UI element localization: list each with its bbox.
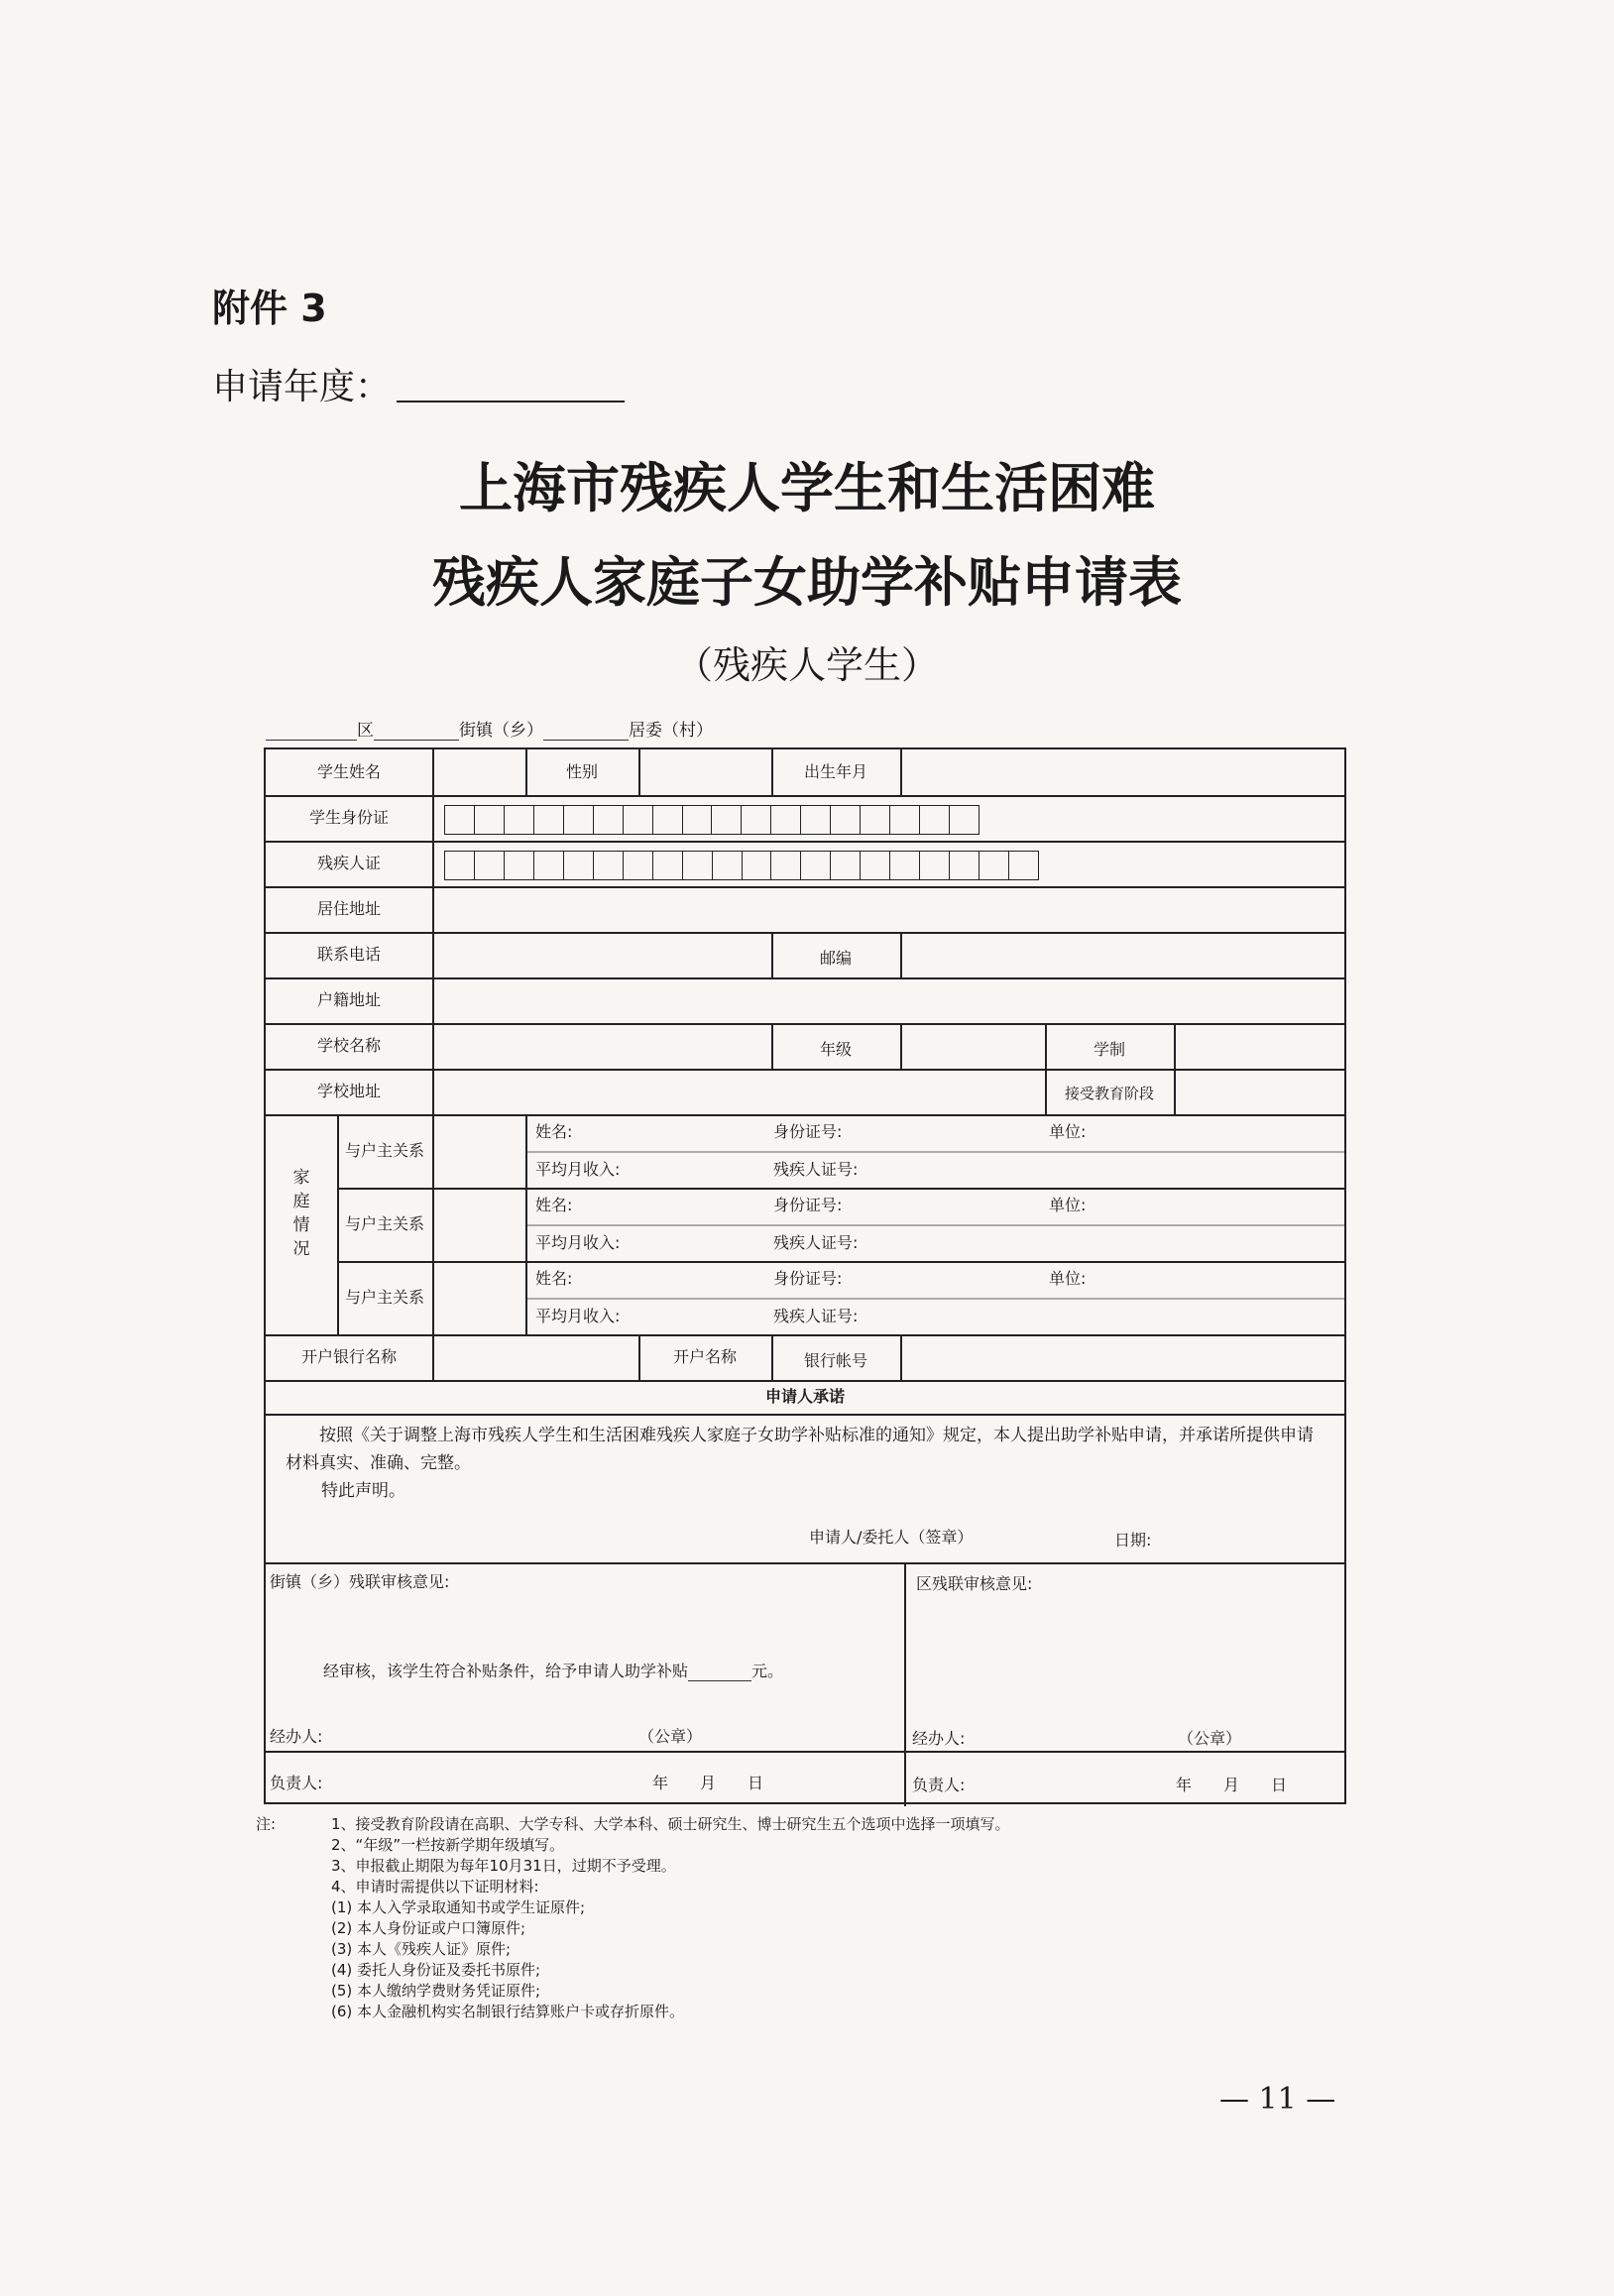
gender-label: 性别 — [565, 762, 598, 781]
student-id-boxes[interactable] — [444, 805, 980, 835]
family-3-income-label: 平均月收入: — [535, 1307, 621, 1325]
subsidy-amount-blank[interactable] — [688, 1663, 751, 1681]
grade-label: 年级 — [819, 1040, 852, 1059]
district-leader-label: 负责人: — [912, 1776, 966, 1794]
gender-field[interactable] — [650, 762, 759, 782]
district-date-label: 年 月 日 — [1176, 1776, 1288, 1794]
apply-year-blank[interactable] — [397, 401, 625, 402]
birth-label: 出生年月 — [803, 762, 867, 781]
family-3-id-label: 身份证号: — [773, 1269, 843, 1288]
family-2-unit-label: 单位: — [1049, 1196, 1087, 1214]
family-1-name-label: 姓名: — [535, 1122, 573, 1141]
review-sentence — [323, 1662, 783, 1681]
district-review-label: 区残联审核意见: — [916, 1574, 1033, 1593]
notes-item-1 — [256, 1814, 1010, 1835]
student-name-field[interactable] — [444, 762, 514, 782]
household-address-field[interactable] — [444, 990, 1326, 1010]
district-label: 区 — [357, 721, 374, 741]
pledge-text: 按照《关于调整上海市残疾人学生和生活困难残疾人家庭子女助学补贴标准的通知》规定，本人提出助学补贴申请，并承诺所提供申请材料真实、准确、完整。 — [286, 1426, 1314, 1473]
family-1-unit-label: 单位: — [1049, 1122, 1087, 1141]
notes-subitem-3: (3) 本人《残疾人证》原件; — [331, 1940, 512, 1958]
street-leader-label: 负责人: — [270, 1774, 323, 1792]
page-number: — 11 — — [1219, 2082, 1336, 2117]
residence-field[interactable] — [444, 899, 1326, 919]
grade-field[interactable] — [912, 1036, 1031, 1056]
notes-subitem-2: (2) 本人身份证或户口簿原件; — [331, 1919, 526, 1937]
street-review-label: 街镇（乡）残联审核意见: — [270, 1572, 450, 1591]
title-line-2: 残疾人家庭子女助学补贴申请表 — [432, 550, 1182, 614]
account-name-label: 开户名称 — [672, 1347, 737, 1366]
disability-cert-boxes[interactable] — [444, 851, 1039, 880]
signature-label: 申请人/委托人（签章） — [809, 1528, 974, 1547]
student-name-label: 学生姓名 — [316, 762, 381, 781]
notes-label: 注: — [256, 1815, 277, 1833]
committee-blank[interactable] — [543, 722, 629, 741]
notes-item-text: 1、接受教育阶段请在高职、大学专科、大学本科、硕士研究生、博士研究生五个选项中选择一项填写。 — [331, 1815, 1010, 1833]
title-line-1: 上海市残疾人学生和生活困难 — [459, 456, 1155, 519]
street-label: 街镇（乡） — [459, 721, 543, 741]
family-1-id-label: 身份证号: — [773, 1122, 843, 1141]
street-blank[interactable] — [374, 722, 459, 741]
postcode-field[interactable] — [912, 945, 1328, 965]
family-3-disability-label: 残疾人证号: — [773, 1307, 859, 1325]
notes-subitem-5: (5) 本人缴纳学费财务凭证原件; — [331, 1982, 541, 2000]
account-no-label: 银行帐号 — [803, 1351, 867, 1370]
school-system-label: 学制 — [1093, 1040, 1125, 1059]
disability-cert-label: 残疾人证 — [316, 854, 381, 872]
family-2-income-label: 平均月收入: — [535, 1233, 621, 1252]
school-system-field[interactable] — [1186, 1036, 1325, 1056]
family-2-relation-label: 与户主关系 — [344, 1214, 424, 1233]
address-line — [266, 716, 713, 741]
bank-name-field[interactable] — [444, 1347, 629, 1367]
bank-name-label: 开户银行名称 — [300, 1347, 397, 1366]
family-3-relation-label: 与户主关系 — [344, 1288, 424, 1307]
residence-label: 居住地址 — [316, 899, 381, 918]
notes — [256, 1814, 1010, 2022]
school-name-field[interactable] — [444, 1036, 761, 1056]
edu-stage-label: 接受教育阶段 — [1064, 1085, 1154, 1102]
review-text-pre: 经审核，该学生符合补贴条件，给予申请人助学补贴 — [323, 1662, 689, 1680]
review-text-post: 元。 — [751, 1662, 784, 1680]
notes-item-4: 4、申请时需提供以下证明材料: — [331, 1878, 539, 1895]
pledge-title: 申请人承诺 — [764, 1387, 845, 1406]
family-3-unit-label: 单位: — [1049, 1269, 1087, 1288]
district-handler-label: 经办人: — [912, 1729, 966, 1748]
notes-item-2: 2、“年级”一栏按新学期年级填写。 — [331, 1836, 565, 1854]
postcode-label: 邮编 — [819, 949, 852, 968]
pledge-declare: 特此声明。 — [321, 1481, 405, 1501]
attachment-label: 附件 3 — [212, 287, 327, 330]
school-address-label: 学校地址 — [316, 1082, 381, 1100]
family-1-disability-label: 残疾人证号: — [773, 1160, 859, 1179]
family-2-disability-label: 残疾人证号: — [773, 1233, 859, 1252]
application-form — [264, 747, 1346, 1804]
family-2-name-label: 姓名: — [535, 1196, 573, 1214]
school-name-label: 学校名称 — [316, 1036, 381, 1055]
apply-year-label: 申请年度： — [212, 367, 392, 407]
phone-field[interactable] — [444, 945, 761, 965]
notes-subitem-4: (4) 委托人身份证及委托书原件; — [331, 1961, 541, 1979]
district-seal-label: （公章） — [1178, 1729, 1242, 1748]
district-blank[interactable] — [266, 722, 357, 741]
notes-subitem-6: (6) 本人金融机构实名制银行结算账户卡或存折原件。 — [331, 2003, 685, 2020]
family-2-id-label: 身份证号: — [773, 1196, 843, 1214]
committee-label: 居委（村） — [629, 721, 713, 741]
family-title: 家庭情况 — [292, 1168, 310, 1259]
birth-field[interactable] — [912, 762, 1328, 782]
notes-item-3: 3、申报截止期限为每年10月31日，过期不予受理。 — [331, 1857, 676, 1875]
school-address-field[interactable] — [444, 1082, 1029, 1101]
phone-label: 联系电话 — [316, 945, 381, 964]
street-handler-label: 经办人: — [270, 1727, 323, 1746]
street-seal-label: （公章） — [638, 1727, 703, 1746]
pledge-date-label: 日期: — [1114, 1531, 1152, 1550]
family-3-name-label: 姓名: — [535, 1269, 573, 1288]
street-date-label: 年 月 日 — [652, 1774, 764, 1792]
account-no-field[interactable] — [912, 1347, 1328, 1367]
notes-subitem-1: (1) 本人入学录取通知书或学生证原件; — [331, 1898, 586, 1916]
family-1-relation-label: 与户主关系 — [344, 1141, 424, 1160]
student-id-label: 学生身份证 — [308, 808, 389, 827]
subtitle: （残疾人学生） — [674, 643, 939, 687]
family-1-income-label: 平均月收入: — [535, 1160, 621, 1179]
household-address-label: 户籍地址 — [316, 990, 381, 1009]
edu-stage-field[interactable] — [1186, 1082, 1325, 1101]
